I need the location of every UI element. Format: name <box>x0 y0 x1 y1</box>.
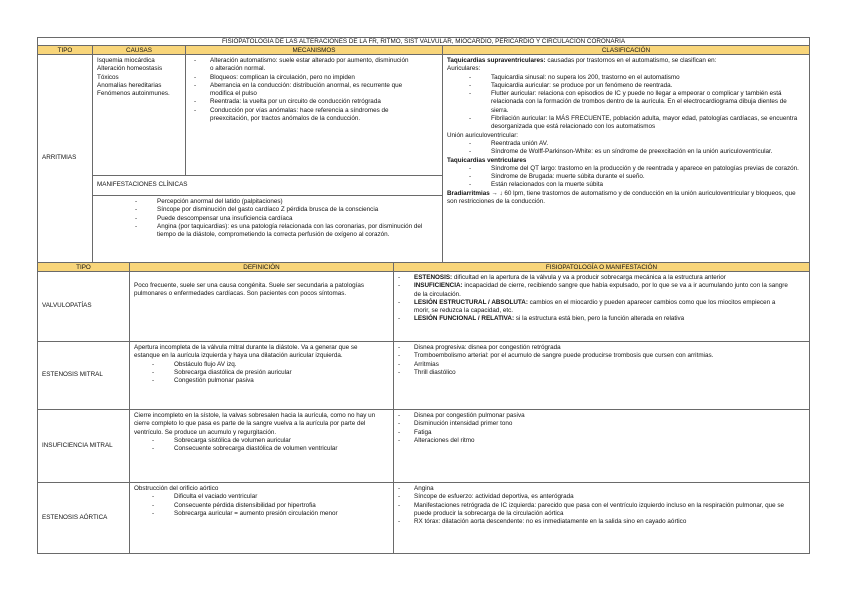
auricular-item: - Flutter auricular: relaciona con episodios de IC y puede no llegar a empeorar o complicar y también está relacionada con la formación de trombos dentro de la aurícula. En el electrocardiograma dibuja dientes de sierra. <box>447 90 805 115</box>
auricular-item: - Taquicardia sinusal: no supera los 200, trastorno en el automatismo <box>447 74 805 82</box>
fisio-item <box>394 315 789 323</box>
definicion-text: Apertura incompleta de la válvula mitral durante la diástole. Va a generar que se estanque en la aurícula izquierda y haya una dilatación auricular izquierda. <box>134 344 358 360</box>
auricular-item: - Fibrilación auricular: la MÁS FRECUENTE, población adulta, mayor edad, patologías cardíacas, se encuentra desorganizada que está relacionado con los automatismos <box>447 115 805 132</box>
row-definicion <box>129 341 394 410</box>
fisio-item: - Alteraciones del ritmo <box>394 437 789 445</box>
causas-cell <box>92 54 186 176</box>
fisio-item: - Fatiga <box>394 429 789 437</box>
header-clasificacion: CLASIFICACIÓN <box>442 45 810 55</box>
term-label: LESIÓN ESTRUCTURAL / ABSOLUTA: <box>414 298 528 306</box>
definicion-subitem-list <box>134 437 381 454</box>
causa-item: Fenómenos autoinmunes. <box>97 90 170 98</box>
auriculares-label: Auriculares: <box>447 65 481 73</box>
header-tipo-2: TIPO <box>37 262 130 272</box>
definicion-subitem-list <box>134 493 381 518</box>
fisio-item: - Angina <box>394 485 789 493</box>
causa-item: Isquemia miocárdica <box>97 57 155 64</box>
tipo-label: ESTENOSIS AÓRTICA <box>42 513 108 521</box>
row-definicion <box>129 409 394 483</box>
ventricular-item: - Están relacionados con la muerte súbita <box>447 181 805 189</box>
manifestaciones-cell <box>92 195 443 263</box>
fisio-item: - Arritmias <box>394 361 789 369</box>
union-item: - Síndrome de Wolff-Parkinson-White: es un síndrome de preexcitación en la unión auriculoventricular. <box>447 148 805 156</box>
ventricular-item: - Síndrome de Brugada: muerte súbita durante el sueño. <box>447 173 805 181</box>
fisio-item-list <box>394 344 789 377</box>
manifestacion-item: - Puede descompensar una insuficiencia cardíaca <box>113 215 430 223</box>
arritmias-tipo <box>37 54 93 263</box>
fisio-item: - Disnea progresiva: disnea por congestión retrógrada <box>394 344 789 352</box>
definicion-text: Cierre incompleto en la sístole, la valvas sobresalen hacia la aurícula, como no hay un cierre completo lo que pasa es parte de la sangre vuelva a la aurícula por parte del ventrículo. Se produce un acumulo y regurgitación. <box>134 412 376 436</box>
term-label: INSUFICIENCIA: <box>414 282 463 290</box>
definicion-subitem: - Congestión pulmonar pasiva <box>134 377 381 385</box>
header-mecanismos: MECANISMOS <box>185 45 443 55</box>
definicion-subitem: - Consecuente pérdida distensibilidad por hipertrofia <box>134 502 381 510</box>
tipo-label: VALVULOPATÍAS <box>42 302 92 310</box>
mecanismo-item: - Reentrada: la vuelta por un circuito de conducción retrógrada <box>190 98 412 106</box>
manifestacion-item: - Angina (por taquicardias): es una patología relacionada con las coronarias, por disminución del tiempo de la diástole, comprometiendo la correcta perfusión de oxígeno al corazón. <box>113 223 430 240</box>
union-item: - Reentrada unión AV. <box>447 140 805 148</box>
fisio-item-list <box>394 274 789 324</box>
supraventriculares-heading: Taquicardias supraventriculares: causadas por trastornos en el automatismo, se clasifican en: <box>447 57 717 64</box>
causa-item: Anomalías hereditarias <box>97 81 162 89</box>
ventricular-item-list <box>447 165 805 190</box>
fisio-item: - Manifestaciones retrógrada de IC izquierda: parecido que pasa con el ventrículo izquierdo incluso en la respiración pulmonar, que se puede producir la sobrecarga de la circulación aórtica <box>394 502 789 519</box>
term-label: LESIÓN FUNCIONAL / RELATIVA: <box>414 315 515 323</box>
row-fisiopatologia <box>393 271 810 342</box>
definicion-subitem: - Sobrecarga diastólica de presión auricular <box>134 369 381 377</box>
auricular-item-list <box>447 74 805 132</box>
fisio-item-list <box>394 485 789 526</box>
mecanismo-item: - Aberrancia en la conducción: distribución anormal, es recurrente que modifica el pulso <box>190 82 412 99</box>
row-tipo <box>37 341 130 410</box>
ventricular-item: - Síndrome del QT largo: trastorno en la producción y de reentrada y aparece en patologías previas de corazón. <box>447 165 805 173</box>
auricular-item: - Taquicardia auricular: se produce por un fenómeno de reentrada. <box>447 82 805 90</box>
mecanismo-item-list <box>190 57 412 123</box>
causa-item: Alteración homeostasis <box>97 65 163 73</box>
tipo-label: ESTENOSIS MITRAL <box>42 371 103 379</box>
manifestacion-item: - Percepción anormal del latido (palpitaciones) <box>113 198 430 206</box>
clasificacion-cell <box>442 54 810 263</box>
mecanismo-item: - Alteración automatismo: suele estar alterado por aumento, disminución o alteración normal. <box>190 57 412 74</box>
mecanismo-item: - Conducción por vías anómalas: hace referencia a síndromes de preexcitación, por tractos anómalos de la conducción. <box>190 107 412 124</box>
tipo-label: ARRITMIAS <box>42 154 77 162</box>
header-fisiopatologia: FISIOPATOLOGÍA O MANIFESTACIÓN <box>393 262 810 272</box>
row-definicion <box>129 482 394 554</box>
header-tipo: TIPO <box>37 45 93 55</box>
fisio-item: - Thrill diastólico <box>394 369 789 377</box>
row-tipo <box>37 271 130 342</box>
bradiarritmias-text: Bradiarritmias → ↓ 60 lpm, tiene trastornos de automatismo y de conducción en la unión auriculoventricular y bloqueos, que son restricciones de la conducción. <box>447 189 796 206</box>
header-causas: CAUSAS <box>92 45 186 55</box>
term-text: dificultad en la apertura de la válvula y va a producir sobrecarga mecánica a la estructura anterior <box>452 274 726 281</box>
causa-item: Tóxicos <box>97 73 119 81</box>
term-text: incapacidad de cierre, recibiendo sangre que había expulsado, por lo que se va a ir acumulando junto con la sangre de la circulación. <box>414 282 788 298</box>
ventriculares-heading: Taquicardias ventriculares <box>447 156 527 164</box>
manifestaciones-header: MANIFESTACIONES CLÍNICAS <box>92 175 443 196</box>
fisio-item: - Disnea por congestión pulmonar pasiva <box>394 412 789 420</box>
fisio-item: - Tromboembolismo arterial: por el acumulo de sangre puede producirse trombosis que cursen con arritmias. <box>394 352 789 360</box>
union-item-list <box>447 140 805 157</box>
manifestacion-item-list <box>97 198 430 239</box>
definicion-subitem-list <box>134 361 381 386</box>
fisio-item: - Disminución intensidad primer tono <box>394 420 789 428</box>
row-fisiopatologia <box>393 341 810 410</box>
row-tipo <box>37 482 130 554</box>
fisio-item <box>394 282 789 299</box>
definicion-text: Poco frecuente, suele ser una causa congénita. Suele ser secundaria a patologías pulmonares o enfermedades cardíacas. Son pacientes con pocos síntomas. <box>134 282 364 298</box>
tipo-label: INSUFICIENCIA MITRAL <box>42 441 113 449</box>
term-label: ESTENOSIS: <box>414 274 453 281</box>
causa-item-list <box>97 57 181 98</box>
fisio-item: - RX tórax: dilatación aorta descendente: no es inmediatamente en la salida sino en cayado aórtico <box>394 518 789 526</box>
manifestacion-item: - Síncope por disminución del gasto cardíaco Z pérdida brusca de la consciencia <box>113 206 430 214</box>
mecanismo-item: - Bloqueos: complican la circulación, pero no impiden <box>190 74 412 82</box>
fisio-item <box>394 299 789 316</box>
mecanismos-cell <box>185 54 443 176</box>
title-row: FISIOPATOLOGÍA DE LAS ALTERACIONES DE LA FR, RITMO, SIST VALVULAR, MIOCARDIO, PERICARDIO Y CIRCULACIÓN CORONARIA <box>37 37 810 46</box>
fisio-item: - Síncope de esfuerzo: actividad deportiva, es anterógrada <box>394 493 789 501</box>
row-tipo <box>37 409 130 483</box>
row-fisiopatologia <box>393 409 810 483</box>
definicion-text: Obstrucción del orificio aórtico <box>134 485 219 492</box>
definicion-subitem: - Sobrecarga auricular = aumento presión circulación menor <box>134 510 381 518</box>
definicion-subitem: - Sobrecarga sistólica de volumen auricular <box>134 437 381 445</box>
definicion-subitem: - Consecuente sobrecarga diastólica de volumen ventricular <box>134 445 381 453</box>
union-label: Unión auriculoventricular: <box>447 131 519 139</box>
term-text: si la estructura está bien, pero la función alterada en relativa <box>514 315 685 323</box>
row-definicion <box>129 271 394 342</box>
header-definicion: DEFINICIÓN <box>129 262 394 272</box>
definicion-subitem: - Dificulta el vaciado ventricular <box>134 493 381 501</box>
row-fisiopatologia <box>393 482 810 554</box>
fisio-item <box>394 274 789 282</box>
fisio-item-list <box>394 412 789 445</box>
definicion-subitem: - Obstáculo flujo AV izq. <box>134 361 381 369</box>
term-text: cambios en el miocardio y pueden aparecer cambios como que los miocitos empiecen a morir, se reduzca la capacidad, etc. <box>414 298 776 315</box>
